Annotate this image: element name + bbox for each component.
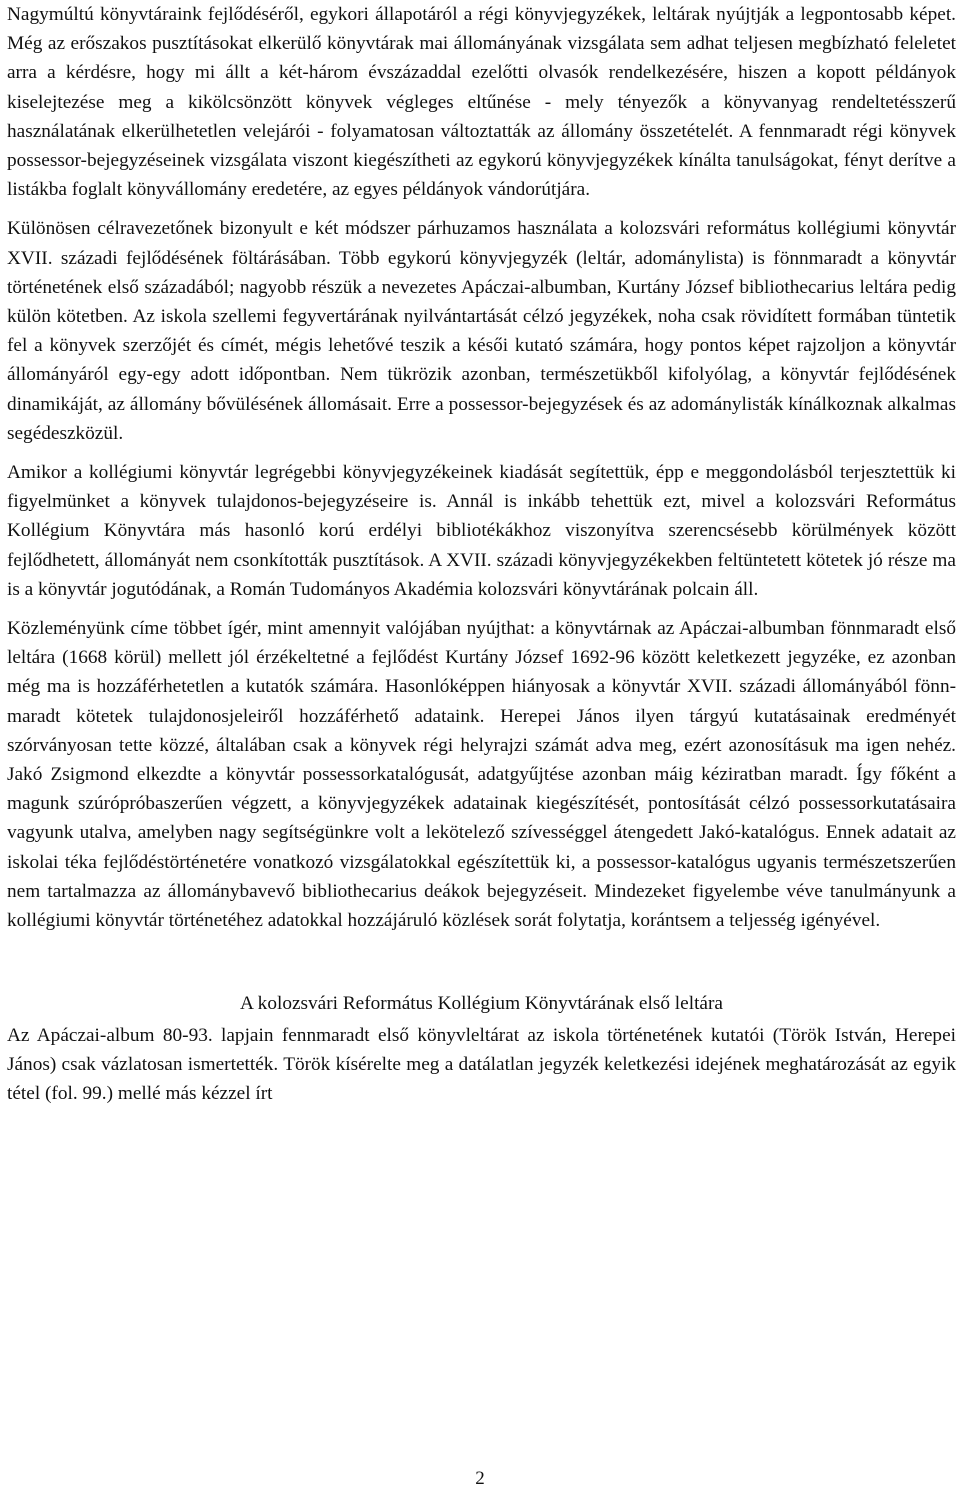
paragraph-scope: Közleményünk címe többet ígér, mint amennyit valójában nyújthat: a könyvtárnak az Apáczai-albumban fönnmaradt első leltára (1668 körül) mellett jól érzékeltetné a fejlődést Kurtány József 1692-96 között keletkezett jegyzéke, ez azonban még ma is hozzáférhetetlen a kutatók számára. Hasonlóképpen hiányosak a könyvtár XVII. századi állományából fönnmaradt kötetek tulajdonosjeleiről hozzáférhető adataink. Herepei János ilyen tárgyú kutatásainak eredményét szórványosan tette közzé, általában csak a könyvek régi helyrajzi számát adva meg, ezért azonosításuk ma igen nehéz. Jakó Zsigmond elkezdte a könyvtár possessorkatalógusát, adatgyűjtése azonban máig kéziratban maradt. Így főként a magunk szúrópróbaszerűen végzett, a könyvjegyzékek adatainak kiegészítését, pontosítását célzó possessorkutatásaira vagyunk utalva, amelyben nagy segítségünkre volt a lekötelező szívességgel átengedett Jakó-katalógus. Ennek adatait az iskolai téka fejlődéstörténetére vonatkozó vizsgálatokkal egészítettük ki, a possessor-katalógus ugyanis természetszerűen nem tartalmazza az állománybavevő bibliothecarius deákok bejegyzéseit. Mindezeket figyelembe véve tanulmányunk a kollégiumi könyvtár történetéhez adatokkal hozzájáruló közlések sorát folytatja, korántsem a teljesség igényével. [7,618,956,932]
paragraph-intro: Nagymúltú könyvtáraink fejlődéséről, egykori állapotáról a régi könyvjegyzékek, leltárak nyújtják a legpontosabb képet. Még az erőszakos pusztításokat elkerülő könyvtárak mai állományának vizsgálata sem adhat teljesen megbízható feleletet arra a kérdésre, hogy mi állt a két-három évszázaddal ezelőtti olvasók rendelkezésére, hiszen a kopott példányok kiselejtezése meg a kikölcsönzött könyvek végleges eltűnése - mely tényezők a könyvanyag rendeltetésszerű használatának elkerülhetetlen velejárói - folyamatosan változtatták az állomány összetételét. A fennmaradt régi könyvek possessor-bejegyzéseinek vizsgálata viszont kiegészítheti az egykorú könyvjegyzékek kínálta tanulságokat, fényt derítve a listákba foglalt könyvállomány eredetére, az egyes példányok vándorútjára. [7,4,956,201]
page-number: 2 [475,1468,485,1489]
paragraph-catalogue-edition: Amikor a kollégiumi könyvtár legrégebbi könyvjegyzékeinek kiadását segítettük, épp e meggondolásból terjesztettük ki figyelmünket a könyvek tulajdonos-bejegyzéseire is. Annál is inkább tehettük ezt, mivel a kolozsvári Református Kollégium Könyvtára más hasonló korú erdélyi bibliotékákhoz viszonyítva szerencsésebb körülmények között fejlődhetett, állományát nem csonkították pusztítások. A XVII. századi könyvjegyzékekben feltüntetett kötetek jó része ma is a könyvtár jogutódának, a Román Tudományos Akadémia kolozsvári könyvtárának polcain áll. [7,462,956,600]
document-page [7,0,956,1108]
paragraph-methods: Különösen célravezetőnek bizonyult e két módszer párhuzamos használata a kolozsvári református kollégiumi könyvtár XVII. századi fejlődésének föltárásában. Több egykorú könyvjegyzék (leltár, adománylista) is fönnmaradt a könyvtár történetének első századából; nagyobb részük a nevezetes Apáczai-albumban, Kurtány József bibliothecarius leltára pedig külön kötetben. Az iskola szellemi fegyvertárának nyilvántartását célzó jegyzékek, noha csak rövidített formában tüntetik fel a könyvek szerzőjét és címét, mégis lehetővé teszik a késői kutató számára, hogy pontos képet rajzoljon a könyvtár állományáról egy-egy adott időpontban. Nem tükrözik azonban, természetükből kifolyólag, a könyvtár fejlődésének dinamikáját, az állomány bővülésének állomásait. Erre a possessor-bejegyzések és az adománylisták kínálkoznak alkalmas segédeszközül. [7,218,956,444]
section-heading: A kolozsvári Református Kollégium Könyvtárának első leltára [240,993,723,1015]
paragraph-first-inventory: Az Apáczai-album 80-93. lapjain fennmaradt első könyvleltárat az iskola történetének kutatói (Török István, Herepei János) csak vázlatosan ismertették. Török kísérelte meg a datálatlan jegyzék keletkezési idejének meghatározását az egyik tétel (fol. 99.) mellé más kézzel írt [7,1024,956,1104]
